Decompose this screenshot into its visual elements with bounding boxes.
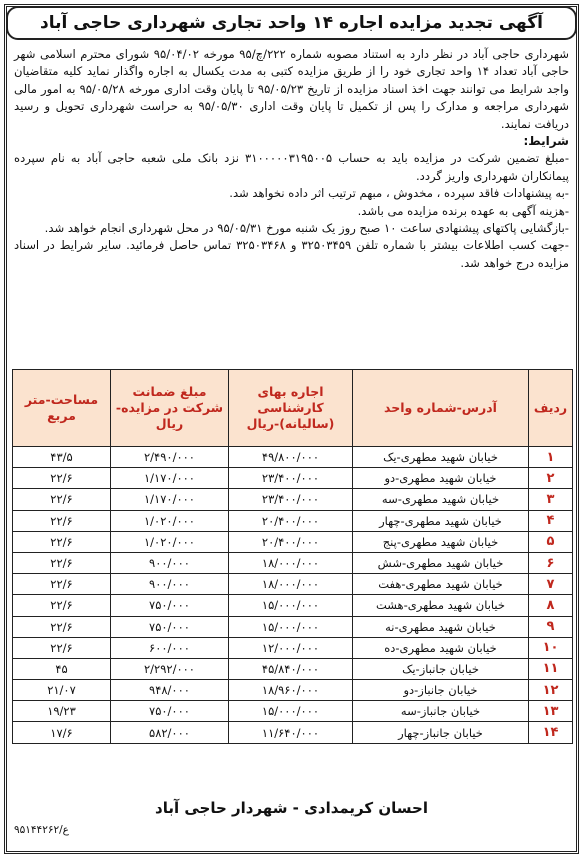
area-cell: ۴۳/۵ <box>13 447 111 468</box>
area-cell: ۱۷/۶ <box>13 722 111 743</box>
table-row <box>13 447 573 468</box>
row-number-cell: ۷ <box>529 574 573 595</box>
deposit-cell: ۱/۱۷۰/۰۰۰ <box>111 468 229 489</box>
area-cell: ۲۲/۶ <box>13 552 111 573</box>
deposit-cell: ۲/۴۹۰/۰۰۰ <box>111 447 229 468</box>
condition-item: -جهت کسب اطلاعات بیشتر با شماره تلفن ۳۲۵۰۳۴۵۹ و ۳۲۵۰۳۴۶۸ تماس حاصل فرمائید. سایر شرایط در اسناد مزایده درج خواهد شد. <box>14 238 569 270</box>
deposit-cell: ۵۸۲/۰۰۰ <box>111 722 229 743</box>
address-cell: خیابان شهید مطهری-شش <box>353 552 529 573</box>
rent-cell: ۱۵/۰۰۰/۰۰۰ <box>229 701 353 722</box>
rent-cell: ۲۳/۴۰۰/۰۰۰ <box>229 489 353 510</box>
deposit-cell: ۹۴۸/۰۰۰ <box>111 680 229 701</box>
rent-cell: ۱۸/۰۰۰/۰۰۰ <box>229 552 353 573</box>
area-cell: ۴۵ <box>13 658 111 679</box>
rent-cell: ۲۰/۴۰۰/۰۰۰ <box>229 510 353 531</box>
rent-cell: ۱۸/۹۶۰/۰۰۰ <box>229 680 353 701</box>
area-cell: ۲۲/۶ <box>13 510 111 531</box>
row-number-cell: ۱۰ <box>529 637 573 658</box>
area-cell: ۱۹/۲۳ <box>13 701 111 722</box>
table-row <box>13 468 573 489</box>
rent-cell: ۱۱/۶۴۰/۰۰۰ <box>229 722 353 743</box>
row-number-cell: ۵ <box>529 531 573 552</box>
deposit-cell: ۹۰۰/۰۰۰ <box>111 574 229 595</box>
table-row <box>13 637 573 658</box>
rent-cell: ۴۹/۸۰۰/۰۰۰ <box>229 447 353 468</box>
rent-cell: ۲۳/۴۰۰/۰۰۰ <box>229 468 353 489</box>
address-cell: خیابان جانباز-دو <box>353 680 529 701</box>
header-area: مساحت-متر مربع <box>13 370 111 447</box>
row-number-cell: ۱۳ <box>529 701 573 722</box>
address-cell: خیابان جانباز-سه <box>353 701 529 722</box>
table-row <box>13 658 573 679</box>
header-deposit: مبلغ ضمانت شرکت در مزایده-ریال <box>111 370 229 447</box>
address-cell: خیابان شهید مطهری-سه <box>353 489 529 510</box>
address-cell: خیابان شهید مطهری-چهار <box>353 510 529 531</box>
condition-item: -هزینه آگهی به عهده برنده مزایده می باشد. <box>357 203 569 218</box>
area-cell: ۲۲/۶ <box>13 595 111 616</box>
row-number-cell: ۲ <box>529 468 573 489</box>
notice-code: ع/۹۵۱۴۴۲۶۲ <box>14 824 69 836</box>
area-cell: ۲۲/۶ <box>13 489 111 510</box>
row-number-cell: ۸ <box>529 595 573 616</box>
table-row <box>13 701 573 722</box>
deposit-cell: ۱/۰۲۰/۰۰۰ <box>111 531 229 552</box>
deposit-cell: ۱/۱۷۰/۰۰۰ <box>111 489 229 510</box>
row-number-cell: ۱۴ <box>529 722 573 743</box>
deposit-cell: ۷۵۰/۰۰۰ <box>111 701 229 722</box>
condition-item: -مبلغ تضمین شرکت در مزایده باید به حساب ۳۱۰۰۰۰۰۳۱۹۵۰۰۵ نزد بانک ملی شعبه حاجی آباد به نام سپرده پیمانکاران شهرداری واریز گردد. <box>14 151 570 183</box>
row-number-cell: ۱ <box>529 447 573 468</box>
rent-cell: ۱۵/۰۰۰/۰۰۰ <box>229 616 353 637</box>
deposit-cell: ۷۵۰/۰۰۰ <box>111 595 229 616</box>
header-address: آدرس-شماره واحد <box>353 370 529 447</box>
area-cell: ۲۲/۶ <box>13 531 111 552</box>
address-cell: خیابان جانباز-چهار <box>353 722 529 743</box>
row-number-cell: ۱۲ <box>529 680 573 701</box>
signature-line: احسان کریمدادی - شهردار حاجی آباد <box>155 799 428 817</box>
table-row <box>13 722 573 743</box>
address-cell: خیابان شهید مطهری-دو <box>353 468 529 489</box>
rent-cell: ۱۸/۰۰۰/۰۰۰ <box>229 574 353 595</box>
table-row <box>13 616 573 637</box>
table-row <box>13 680 573 701</box>
row-number-cell: ۴ <box>529 510 573 531</box>
address-cell: خیابان شهید مطهری-یک <box>353 447 529 468</box>
conditions-list <box>14 150 569 272</box>
conditions-title: شرایط: <box>523 134 569 149</box>
row-number-cell: ۳ <box>529 489 573 510</box>
deposit-cell: ۹۰۰/۰۰۰ <box>111 552 229 573</box>
condition-item: -به پیشنهادات فاقد سپرده ، مخدوش ، مبهم ترتیب اثر داده نخواهد شد. <box>229 186 569 201</box>
row-number-cell: ۶ <box>529 552 573 573</box>
rent-cell: ۴۵/۸۴۰/۰۰۰ <box>229 658 353 679</box>
rent-cell: ۱۲/۰۰۰/۰۰۰ <box>229 637 353 658</box>
table-row <box>13 552 573 573</box>
header-row-number: ردیف <box>529 370 573 447</box>
deposit-cell: ۱/۰۲۰/۰۰۰ <box>111 510 229 531</box>
deposit-cell: ۷۵۰/۰۰۰ <box>111 616 229 637</box>
table-body <box>13 447 573 744</box>
address-cell: خیابان شهید مطهری-نه <box>353 616 529 637</box>
units-table <box>12 369 573 744</box>
table-row <box>13 510 573 531</box>
deposit-cell: ۲/۲۹۲/۰۰۰ <box>111 658 229 679</box>
condition-item: -بازگشایی پاکتهای پیشنهادی ساعت ۱۰ صبح روز یک شنبه مورخ ۹۵/۰۵/۳۱ در محل شهرداری انجام خواهد شد. <box>44 221 569 236</box>
notice-body <box>14 46 569 272</box>
rent-cell: ۱۵/۰۰۰/۰۰۰ <box>229 595 353 616</box>
address-cell: خیابان جانباز-یک <box>353 658 529 679</box>
row-number-cell: ۱۱ <box>529 658 573 679</box>
area-cell: ۲۲/۶ <box>13 637 111 658</box>
table-row <box>13 531 573 552</box>
intro-paragraph: شهرداری حاجی آباد در نظر دارد به استناد مصوبه شماره ۲۲۲/چ/۹۵ مورخه ۹۵/۰۴/۰۲ شورای محترم اسلامی شهر حاجی آباد تعداد ۱۴ واحد تجاری خود را از طریق مزایده کتبی به مدت یکسال به اجاره واگذار نماید کلیه متقاضیان واجد شرایط می توانند جهت اخذ اسناد مزایده از تاریخ ۹۵/۰۵/۲۳ تا پایان وقت اداری مورخه ۹۵/۰۵/۲۸ به امور مالی شهرداری مراجعه و مدارک را پس از تکمیل تا پایان وقت اداری ۹۵/۰۵/۳۰ به حراست شهرداری تحویل و رسید دریافت نمایند. <box>14 47 569 131</box>
address-cell: خیابان شهید مطهری-هشت <box>353 595 529 616</box>
area-cell: ۲۱/۰۷ <box>13 680 111 701</box>
area-cell: ۲۲/۶ <box>13 574 111 595</box>
address-cell: خیابان شهید مطهری-هفت <box>353 574 529 595</box>
deposit-cell: ۶۰۰/۰۰۰ <box>111 637 229 658</box>
table-row <box>13 574 573 595</box>
rent-cell: ۲۰/۴۰۰/۰۰۰ <box>229 531 353 552</box>
table-row <box>13 595 573 616</box>
table-header-row <box>13 370 573 447</box>
area-cell: ۲۲/۶ <box>13 468 111 489</box>
notice-title: آگهی تجدید مزایده اجاره ۱۴ واحد تجاری شهرداری حاجی آباد <box>6 6 577 40</box>
address-cell: خیابان شهید مطهری-پنج <box>353 531 529 552</box>
address-cell: خیابان شهید مطهری-ده <box>353 637 529 658</box>
header-rent: اجاره بهای کارشناسی (سالیانه)-ریال <box>229 370 353 447</box>
row-number-cell: ۹ <box>529 616 573 637</box>
area-cell: ۲۲/۶ <box>13 616 111 637</box>
table-row <box>13 489 573 510</box>
